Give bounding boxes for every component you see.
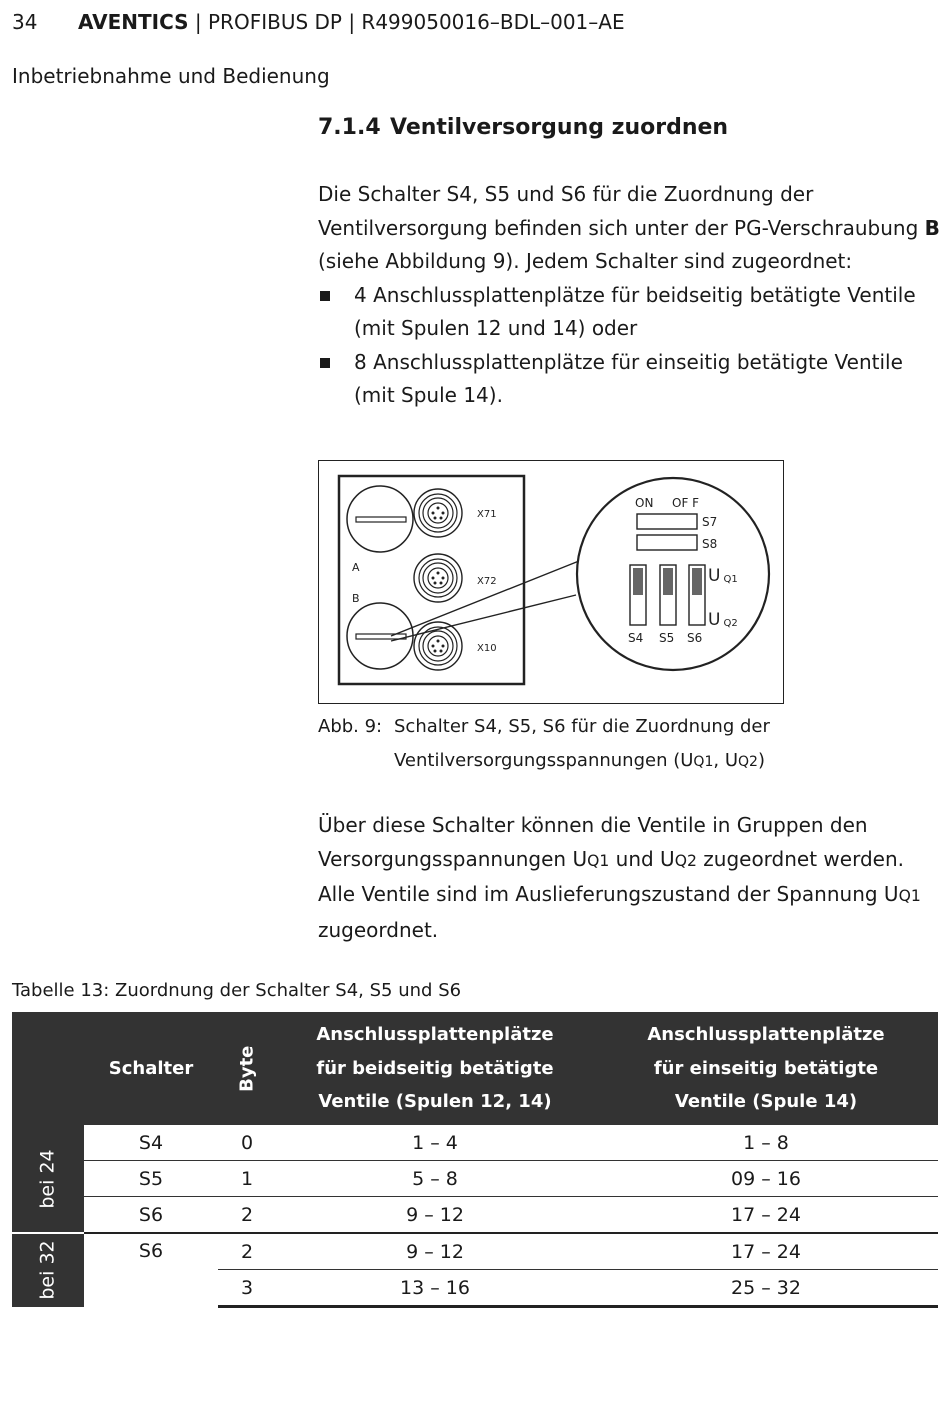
section-title: Inbetriebnahme und Bedienung — [12, 64, 330, 88]
intro-paragraph — [318, 178, 943, 413]
caption-label: Abb. 9: — [318, 716, 383, 737]
header-double-acting: Anschlussplattenplätze für beidseitig betätigte Ventile (Spulen 12, 14) — [276, 1012, 594, 1125]
group-bei-24: bei 24 — [12, 1125, 84, 1233]
header-single-acting: Anschlussplattenplätze für einseitig betätigte Ventile (Spule 14) — [594, 1012, 938, 1125]
intro-text-part2: (siehe Abbildung 9). Jedem Schalter sind zugeordnet: — [318, 249, 853, 273]
intro-text — [318, 178, 943, 279]
figure-9 — [318, 460, 784, 704]
pg-screw-a — [347, 486, 413, 552]
page-number: 34 — [12, 10, 38, 34]
header-group-blank — [12, 1012, 84, 1125]
table-row: S6 2 9 – 12 17 – 24 — [12, 1197, 938, 1234]
header-schalter: Schalter — [84, 1012, 218, 1125]
page-header — [12, 10, 625, 34]
header-byte: Byte — [218, 1012, 276, 1125]
table-row: 3 13 – 16 25 – 32 — [12, 1270, 938, 1307]
bullet-item — [318, 346, 943, 413]
caption-line-2: Ventilversorgungsspannungen (UQ1, UQ2) — [394, 750, 766, 771]
label-uq2: U Q2 — [708, 610, 738, 630]
bullet-square-icon — [320, 358, 330, 368]
heading-title: Ventilversorgung zuordnen — [390, 115, 729, 140]
assignment-paragraph: Über diese Schalter können die Ventile in Gruppen den Versorgungsspannungen UQ1 und UQ2 zugeordnet werden. Alle Ventile sind im Auslieferungszustand der Spannung UQ1 zugeordnet. — [318, 813, 921, 942]
table-caption: Tabelle 13: Zuordnung der Schalter S4, S5 und S6 — [12, 980, 462, 1001]
group-bei-32: bei 32 — [12, 1233, 84, 1307]
label-x10: X10 — [477, 643, 497, 654]
bullet-text: 8 Anschlussplattenplätze für einseitig betätigte Ventile (mit Spule 14). — [354, 349, 903, 407]
heading-number: 7.1.4 — [318, 115, 381, 140]
callout-line-bottom — [391, 595, 576, 641]
label-s4: S4 — [628, 631, 644, 645]
label-uq1: U Q1 — [708, 566, 738, 586]
label-s6: S6 — [687, 631, 703, 645]
label-s5: S5 — [659, 631, 675, 645]
chapter-heading — [318, 115, 728, 140]
bullet-square-icon — [320, 291, 330, 301]
label-s7: S7 — [702, 515, 718, 529]
bullet-text: 4 Anschlussplattenplätze für beidseitig betätigte Ventile (mit Spulen 12 und 14) oder — [354, 282, 916, 340]
label-x72: X72 — [477, 576, 497, 587]
label-off: OF F — [672, 496, 700, 510]
pg-screw-b — [347, 603, 413, 669]
connector-x72 — [414, 554, 462, 602]
caption-text-1: Schalter S4, S5, S6 für die Zuordnung der — [394, 716, 770, 737]
label-s8: S8 — [702, 537, 718, 551]
bullet-item — [318, 279, 943, 346]
figure-caption — [318, 710, 770, 779]
intro-text-part1: Die Schalter S4, S5 und S6 für die Zuordnung der Ventilversorgung befinden sich unter der PG-Verschraubung — [318, 182, 925, 240]
switch-assignment-table — [12, 1012, 938, 1308]
label-b: B — [352, 592, 360, 605]
label-x71: X71 — [477, 509, 497, 520]
caption-line-1 — [318, 710, 770, 744]
label-on: ON — [635, 496, 654, 510]
connector-x71 — [414, 489, 462, 537]
table-header-row — [12, 1012, 938, 1125]
brand-name: AVENTICS — [78, 10, 189, 34]
document-id: | PROFIBUS DP | R499050016–BDL–001–AE — [188, 10, 625, 34]
table-row: bei 24 S4 0 1 – 4 1 – 8 — [12, 1125, 938, 1161]
switch-diagram — [319, 461, 782, 702]
table-row: bei 32 S6 2 9 – 12 17 – 24 — [12, 1233, 938, 1270]
table-row: S5 1 5 – 8 09 – 16 — [12, 1161, 938, 1197]
label-a: A — [352, 561, 360, 574]
callout-line-top — [391, 561, 579, 636]
intro-bold-ref: B — [924, 215, 940, 240]
